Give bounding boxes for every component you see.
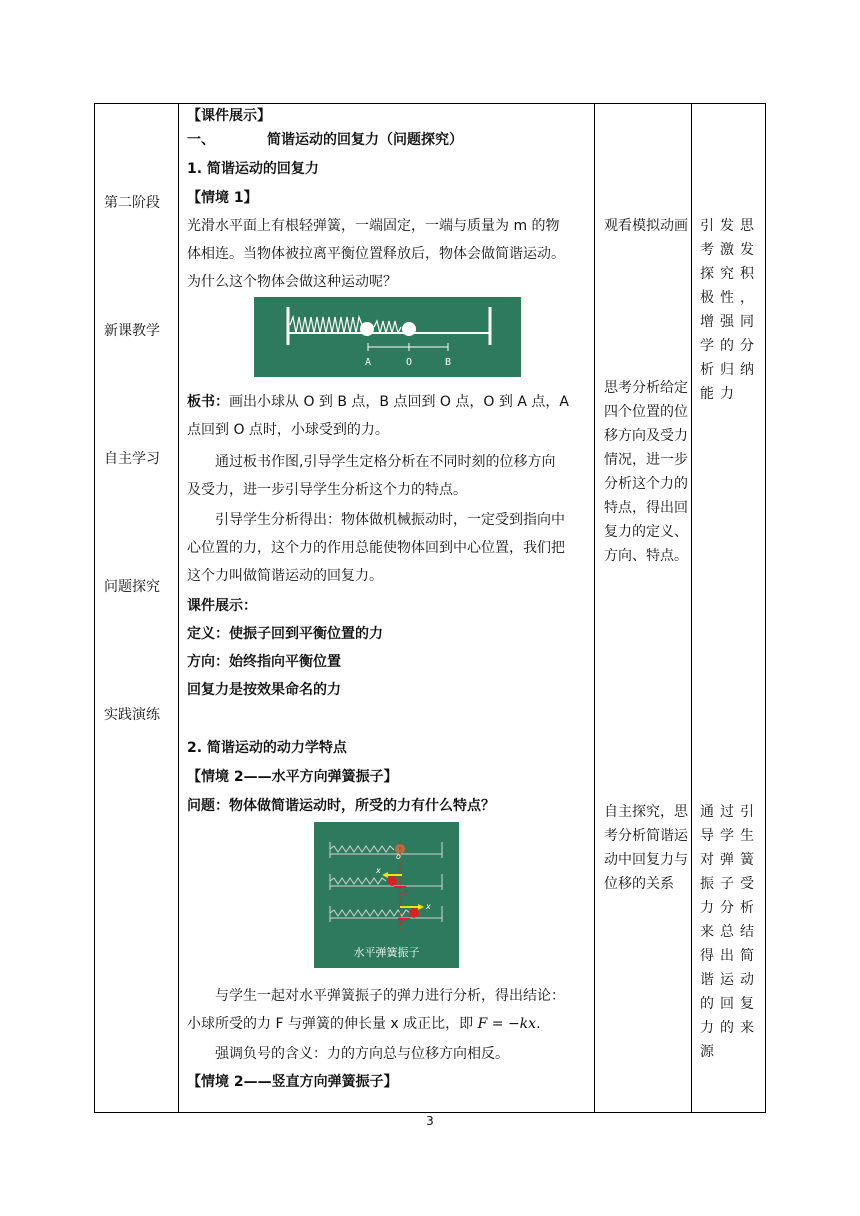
section-1-heading (187, 128, 592, 152)
horizontal-oscillator-figure (314, 822, 459, 968)
board-writing (187, 390, 592, 414)
design-intent-2: 通过引导学生对弹簧振子受力分析来总结得出简谐运动的回复力的来源 (700, 804, 760, 1060)
label-x: x (376, 866, 381, 875)
subsection-1: 1. 简谐运动的回复力 (187, 161, 319, 177)
board-writing-cont: 点回到 O 点时，小球受到的力。 (187, 422, 389, 438)
subsection-2: 2. 简谐运动的动力学特点 (187, 740, 347, 756)
courseware-heading: 【课件展示】 (187, 108, 271, 124)
student-activity-3: 自主探究，思考分析简谐运动中回复力与位移的关系 (604, 804, 688, 892)
label-o: o (396, 852, 401, 861)
period: . (536, 1016, 541, 1032)
question-text: 问题：物体做简谐运动时，所受的力有什么特点？ (187, 798, 495, 814)
conclusion-sentence: 小球所受的力 F 与弹簧的伸长量 x 成正比，即 (187, 1016, 474, 1032)
figure-caption: 水平弹簧振子 (353, 946, 420, 959)
table-divider-2 (594, 103, 595, 1113)
board-label: 板书： (187, 394, 229, 410)
board-text: 画出小球从 O 到 B 点，B 点回到 O 点，O 到 A 点，A (229, 394, 569, 410)
situation-1-text: 为什么这个物体会做这种运动呢？ (187, 274, 397, 290)
spring-oscillator-figure (254, 297, 521, 377)
stage-label: 第二阶段 (104, 195, 160, 211)
table-divider-1 (178, 103, 179, 1113)
stage-label: 实践演练 (104, 707, 160, 723)
table-border-bottom (94, 1112, 766, 1113)
label-x: x (426, 902, 431, 911)
guide-paragraph-1-cont: 及受力，进一步引导学生分析这个力的特点。 (187, 482, 467, 498)
section-number: 一、 (187, 132, 215, 148)
situation-2-label: 【情境 2——水平方向弹簧振子】 (187, 769, 398, 785)
courseware-label: 课件展示： (187, 598, 257, 614)
point-label-b: B (445, 357, 452, 368)
definition-text: 定义：使振子回到平衡位置的力 (187, 626, 383, 642)
stage-label: 自主学习 (104, 451, 160, 467)
student-activity-2: 思考分析给定四个位置的位移方向及受力情况，进一步分析这个力的特点，得出回复力的定义、方向、特点。 (604, 380, 688, 564)
point-label-a: A (365, 357, 372, 368)
conclusion-text: 与学生一起对水平弹簧振子的弹力进行分析，得出结论： (215, 988, 565, 1004)
guide-paragraph-2-cont: 这个力叫做简谐运动的回复力。 (187, 568, 383, 584)
situation-1-text: 光滑水平面上有根轻弹簧，一端固定，一端与质量为 m 的物 (187, 218, 560, 234)
design-intent-1: 引发思考激发探究积极性，增强同学的分析归纳能力 (700, 218, 760, 402)
student-activity-1: 观看模拟动画 (604, 218, 688, 234)
point-label-o: O (406, 357, 413, 368)
stage-label: 新课教学 (104, 323, 160, 339)
page-number: 3 (426, 1114, 434, 1128)
label-f: F (400, 919, 405, 928)
table-border-right (765, 103, 766, 1113)
hooke-formula: F = −kx (477, 1016, 537, 1032)
situation-1-label: 【情境 1】 (187, 190, 258, 206)
situation-3-label: 【情境 2——竖直方向弹簧振子】 (187, 1074, 398, 1090)
emphasis-text: 强调负号的含义：力的方向总与位移方向相反。 (215, 1046, 509, 1062)
direction-text: 方向：始终指向平衡位置 (187, 654, 341, 670)
stage-label: 问题探究 (104, 579, 160, 595)
naming-text: 回复力是按效果命名的力 (187, 682, 341, 698)
table-divider-3 (691, 103, 692, 1113)
guide-paragraph-2: 引导学生分析得出：物体做机械振动时，一定受到指向中 (215, 512, 565, 528)
label-f: F (404, 888, 409, 897)
spring-diagram (254, 297, 521, 377)
section-title: 简谐运动的回复力（问题探究） (267, 132, 463, 148)
guide-paragraph-2-cont: 心位置的力，这个力的作用总能使物体回到中心位置，我们把 (187, 540, 565, 556)
situation-1-text: 体相连。当物体被拉离平衡位置释放后，物体会做简谐运动。 (187, 246, 565, 262)
table-border-left (94, 103, 95, 1113)
guide-paragraph-1: 通过板书作图,引导学生定格分析在不同时刻的位移方向 (215, 454, 556, 470)
conclusion-text-cont (187, 1012, 592, 1036)
